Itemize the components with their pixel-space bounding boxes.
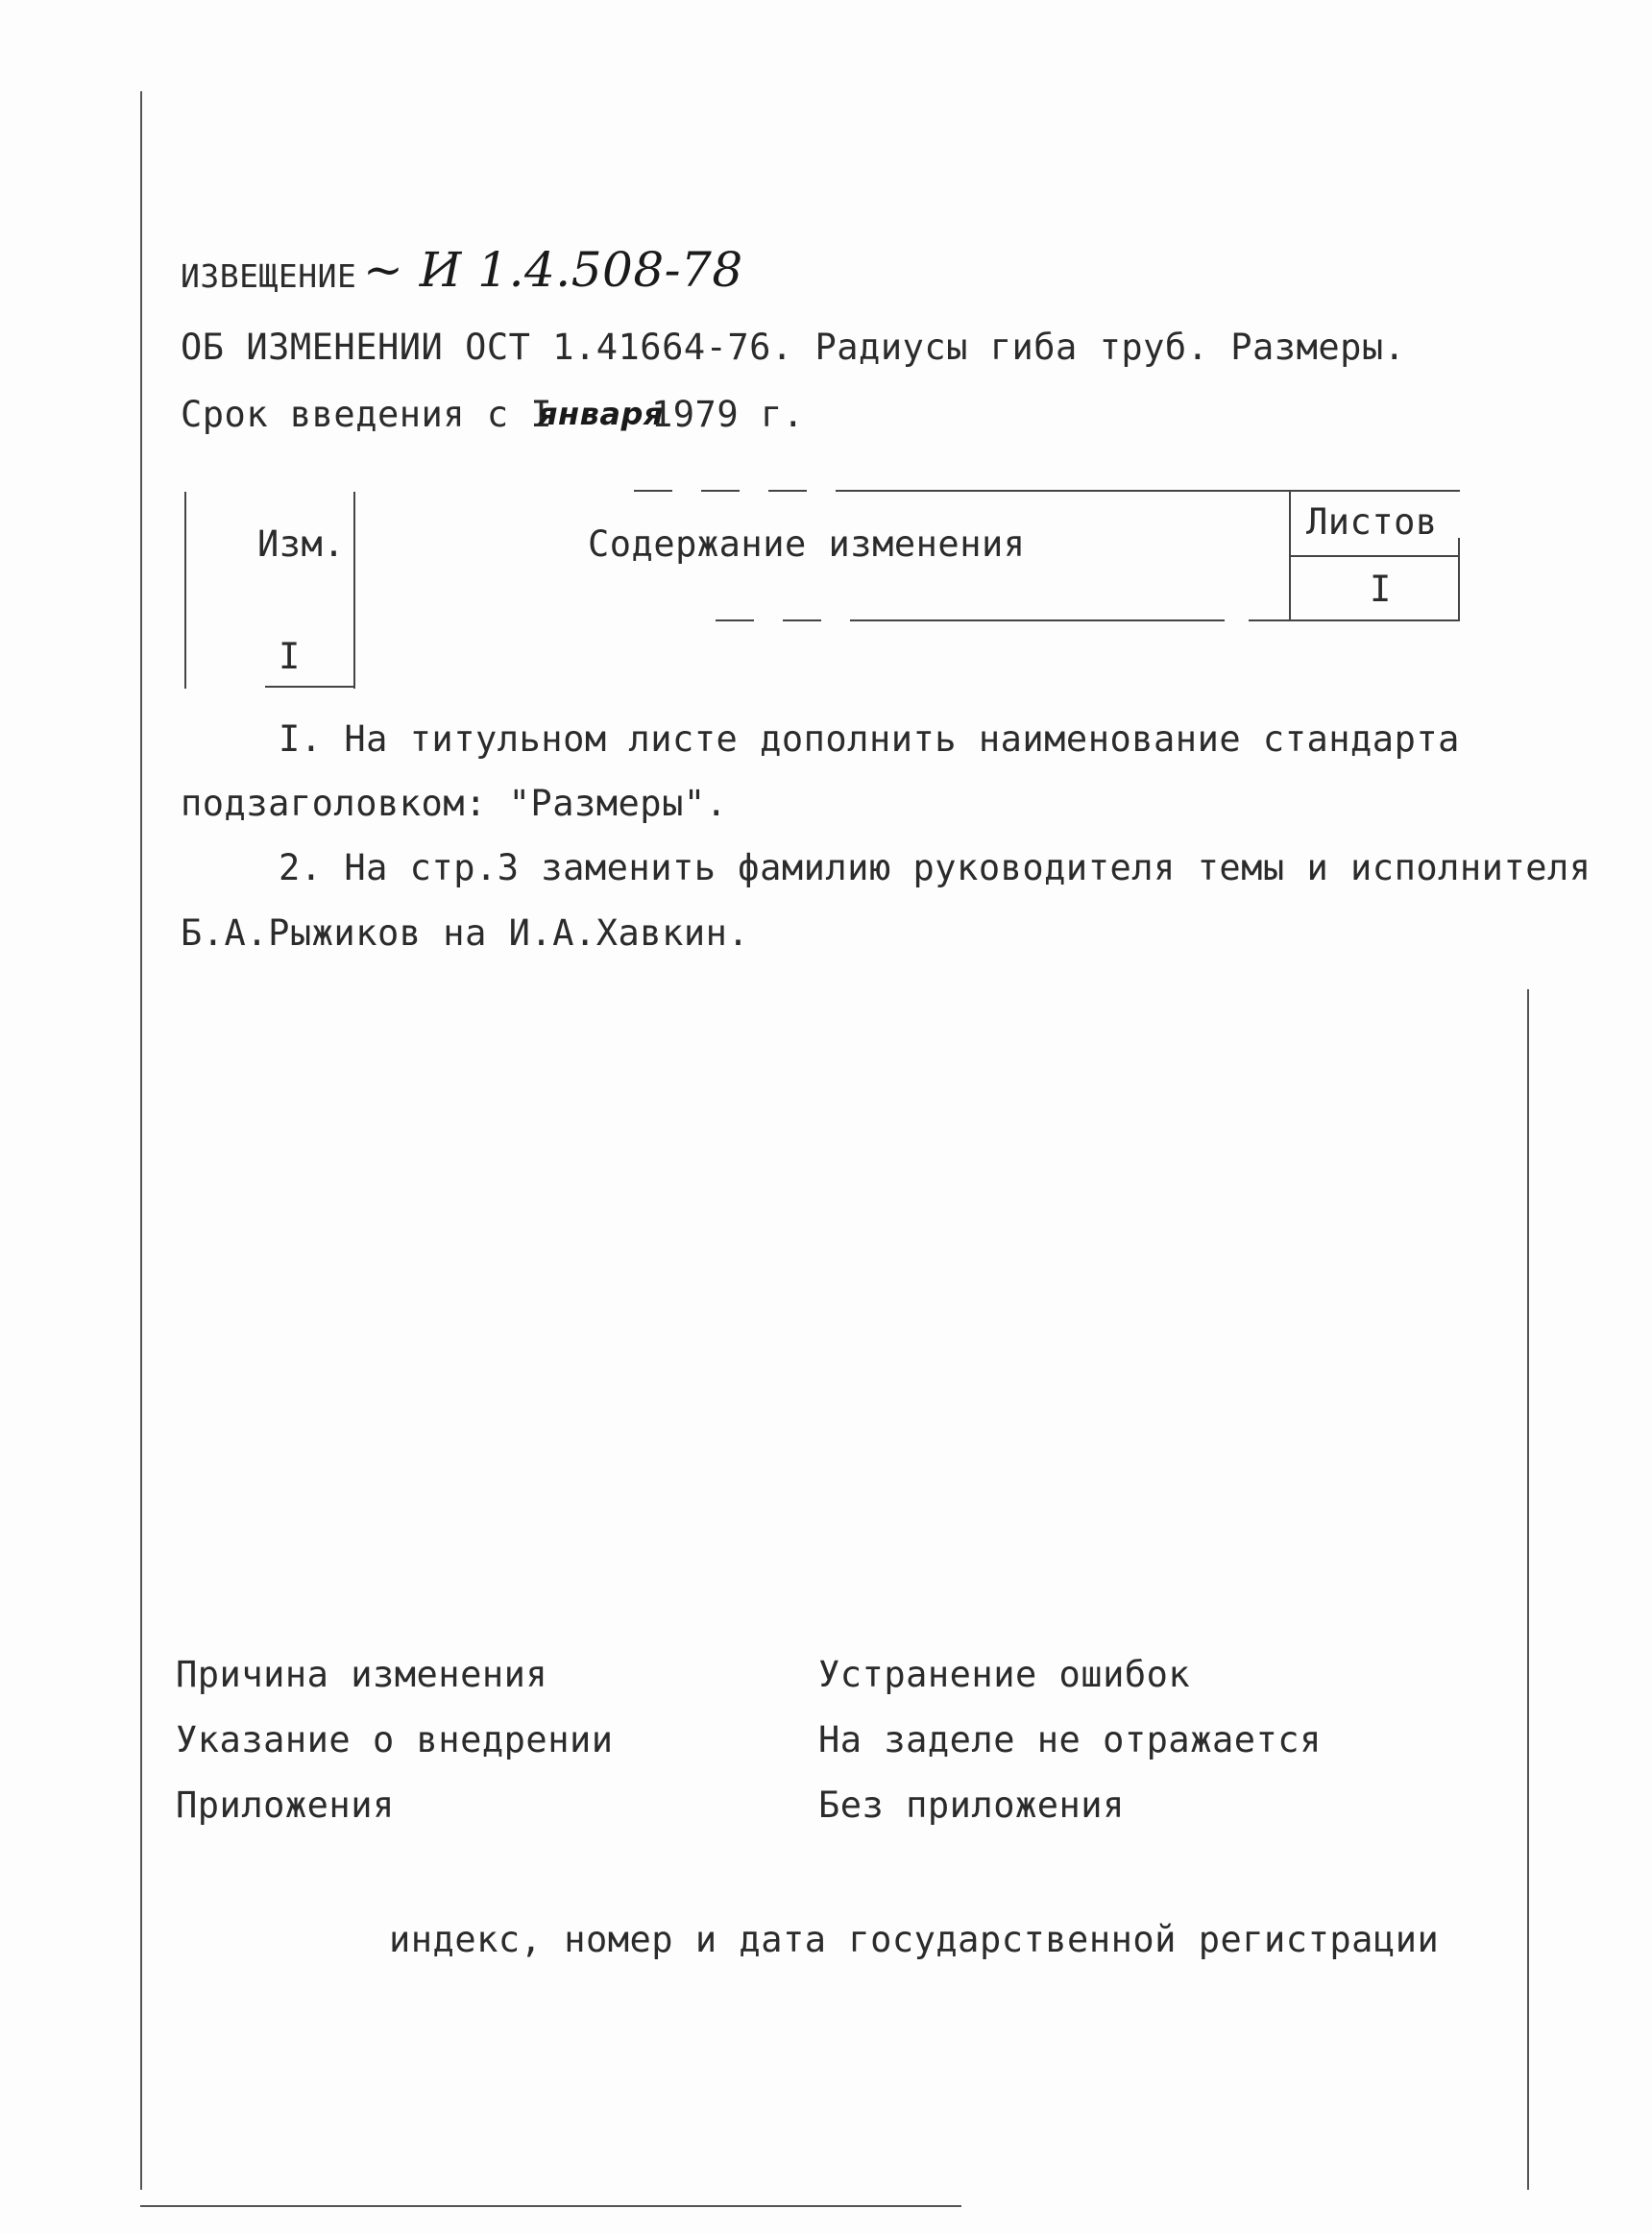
reason-value: Устранение ошибок [818, 1654, 1191, 1695]
change-number: I [279, 636, 301, 677]
item2-line1: 2. На стр.3 заменить фамилию руководителя темы и исполнителя [279, 847, 1591, 888]
table-change-col-line [353, 492, 355, 689]
content-bottom-line-2 [1249, 619, 1460, 621]
col-change-header: Изм. [257, 523, 346, 565]
content-top-line [836, 490, 1460, 492]
reason-label: Причина изменения [176, 1654, 548, 1695]
implementation-label: Указание о внедрении [176, 1719, 614, 1760]
registration-caption: индекс, номер и дата государственной регистрации [389, 1919, 1440, 1960]
sheets-count: I [1370, 569, 1392, 610]
bottom-margin-line [140, 2205, 961, 2207]
effective-month: января [538, 396, 664, 432]
change-line: ОБ ИЗМЕНЕНИИ ОСТ 1.41664-76. Радиусы гиба труб. Размеры. [181, 327, 1406, 368]
attachments-value: Без приложения [818, 1784, 1125, 1826]
sheets-right-line [1458, 538, 1460, 621]
content-bottom-line [874, 619, 1225, 621]
notice-number: ~ И 1.4.508-78 [363, 242, 743, 298]
table-left-line [184, 492, 186, 689]
item1-line2: подзаголовком: "Размеры". [181, 783, 728, 824]
item2-line2: Б.А.Рыжиков на И.А.Хавкин. [181, 912, 750, 954]
col-sheets-header: Листов [1306, 501, 1438, 543]
effective-year: 1979 г. [651, 394, 805, 435]
left-margin-line [140, 91, 142, 2190]
notice-label: ИЗВЕЩЕНИЕ [181, 257, 357, 295]
effective-prefix: Срок введения с I [181, 394, 553, 435]
table-change-bottom-line [265, 686, 355, 688]
implementation-value: На заделе не отражается [818, 1719, 1322, 1760]
col-content-header: Содержание изменения [588, 523, 1026, 565]
attachments-label: Приложения [176, 1784, 395, 1826]
sheets-mid-line [1289, 555, 1460, 557]
right-margin-line [1527, 989, 1529, 2190]
item1-line1: I. На титульном листе дополнить наименование стандарта [279, 718, 1460, 760]
